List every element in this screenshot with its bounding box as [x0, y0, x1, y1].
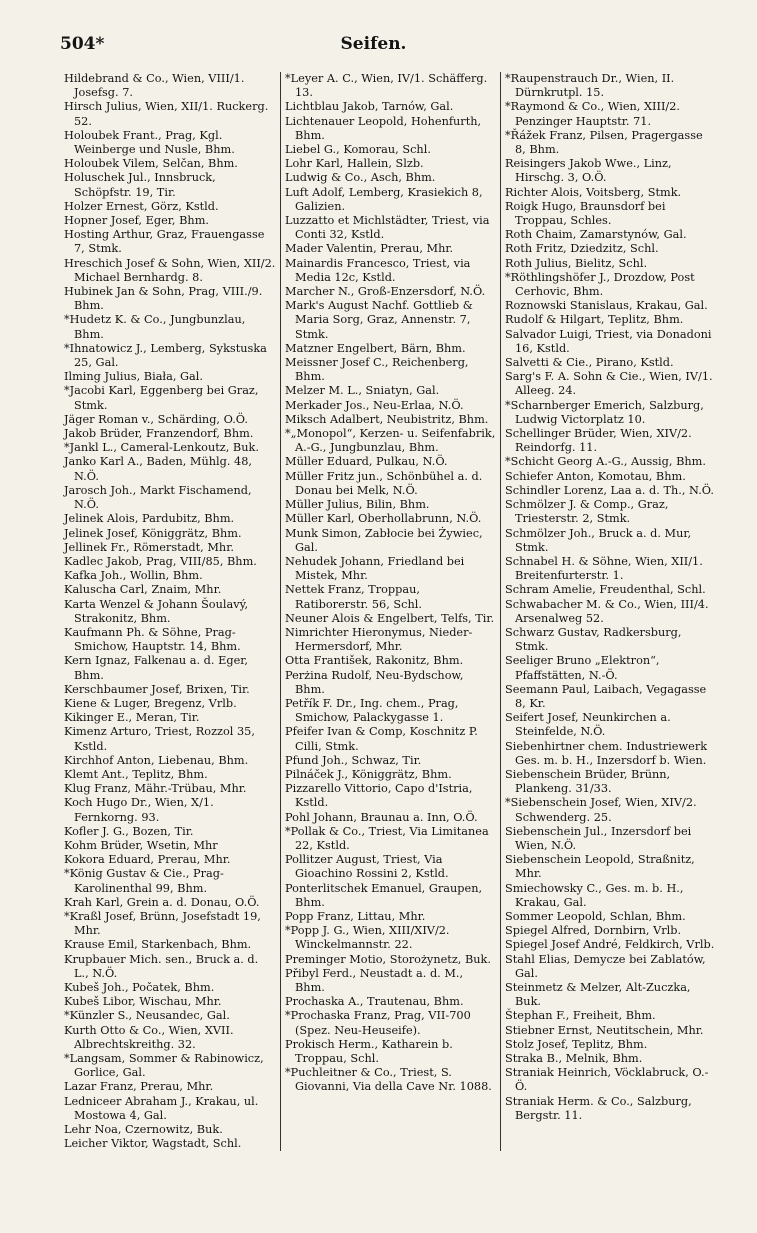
directory-entry: Hosting Arthur, Graz, Frauengasse 7, Stmk.	[64, 228, 265, 256]
directory-entry: Schiefer Anton, Komotau, Bhm.	[505, 469, 686, 483]
directory-entry: Prochaska A., Trautenau, Bhm.	[285, 995, 464, 1009]
directory-entry: Siebenschein Brüder, Brünn, Plankeng. 31/33.	[505, 767, 671, 796]
directory-entry: Salvador Luigi, Triest, via Donadoni 16, Kstld.	[505, 327, 712, 355]
directory-entry: Nettek Franz, Troppau, Ratiborerstr. 56, Schl.	[285, 583, 422, 611]
directory-entry: *Hudetz K. & Co., Jungbunzlau, Bhm.	[64, 313, 246, 341]
directory-entry: Smiechowsky C., Ges. m. b. H., Krakau, Gal.	[505, 881, 684, 909]
directory-entry: Přibyl Ferd., Neustadt a. d. M., Bhm.	[285, 966, 464, 994]
directory-entry: Mainardis Francesco, Triest, via Media 12c, Kstld.	[285, 256, 471, 284]
page-header	[60, 34, 727, 60]
directory-entry: Seeliger Bruno „Elektron“, Pfaffstätten, N.-Ö.	[505, 654, 660, 682]
directory-entry: Holzer Ernest, Görz, Kstld.	[64, 199, 219, 213]
directory-entry: Hubinek Jan & Sohn, Prag, VIII./9. Bhm.	[64, 285, 263, 313]
column-2	[280, 72, 500, 1151]
directory-entry: Kadlec Jakob, Prag, VIII/85, Bhm.	[64, 554, 257, 568]
directory-entry: Jakob Brüder, Franzendorf, Bhm.	[64, 427, 254, 441]
directory-entry: Roigk Hugo, Braunsdorf bei Troppau, Schles.	[505, 199, 666, 228]
directory-entry: Klug Franz, Mähr.-Trübau, Mhr.	[64, 782, 247, 796]
directory-columns	[60, 72, 730, 1151]
directory-entry: Müller Eduard, Pulkau, N.Ö.	[285, 455, 448, 469]
directory-entry: Marcher N., Groß-Enzersdorf, N.Ö.	[285, 285, 486, 299]
directory-entry: Stolz Josef, Teplitz, Bhm.	[505, 1037, 648, 1051]
directory-entry: Holoubek Vilem, Selčan, Bhm.	[64, 157, 238, 171]
directory-entry: Krah Karl, Grein a. d. Donau, O.Ö.	[64, 895, 260, 909]
directory-entry: *Langsam, Sommer & Rabinowicz, Gorlice, Gal.	[64, 1052, 264, 1080]
directory-entry: Neuner Alois & Engelbert, Telfs, Tir.	[285, 611, 495, 625]
directory-entry: Kafka Joh., Wollin, Bhm.	[64, 569, 203, 583]
directory-entry: Müller Julius, Bilin, Bhm.	[285, 498, 430, 512]
directory-entry: Petřík F. Dr., Ing. chem., Prag, Smichow, Palackygasse 1.	[285, 696, 459, 725]
directory-entry: Salvetti & Cie., Pirano, Kstld.	[505, 356, 674, 370]
directory-entry: Leicher Viktor, Wagstadt, Schl.	[64, 1137, 242, 1151]
directory-entry: Roth Julius, Bielitz, Schl.	[505, 256, 648, 270]
directory-entry: Schellinger Brüder, Wien, XIV/2. Reindorfg. 11.	[505, 427, 692, 455]
page-number: 504*	[60, 34, 105, 54]
directory-entry: Hildebrand & Co., Wien, VIII/1. Josefsg. 7.	[64, 72, 245, 100]
directory-entry: Koch Hugo Dr., Wien, X/1. Fernkorng. 93.	[64, 796, 214, 824]
directory-entry: Hirsch Julius, Wien, XII/1. Ruckerg. 52.	[64, 100, 269, 128]
directory-entry: Kaufmann Ph. & Söhne, Prag-Smichow, Hauptstr. 14, Bhm.	[64, 625, 241, 654]
directory-entry: Ilming Julius, Biała, Gal.	[64, 370, 203, 384]
directory-entry: Lichtblau Jakob, Tarnów, Gal.	[285, 100, 454, 114]
directory-entry: *Popp J. G., Wien, XIII/XIV/2. Winckelmannstr. 22.	[285, 924, 450, 952]
directory-entry: Schmölzer Joh., Bruck a. d. Mur, Stmk.	[505, 526, 692, 554]
directory-entry: Nehudek Johann, Friedland bei Mistek, Mhr.	[285, 554, 465, 583]
directory-entry: Munk Simon, Zabłocie bei Żywiec, Gal.	[285, 526, 483, 554]
directory-entry: Holoubek Frant., Prag, Kgl. Weinberge und Nusle, Bhm.	[64, 128, 235, 157]
directory-entry: Lazar Franz, Prerau, Mhr.	[64, 1080, 214, 1094]
directory-entry: Rudolf & Hilgart, Teplitz, Bhm.	[505, 313, 684, 327]
directory-entry: Schwabacher M. & Co., Wien, III/4. Arsenalweg 52.	[505, 597, 709, 625]
directory-entry: Müller Karl, Oberhollabrunn, N.Ö.	[285, 512, 482, 526]
directory-entry: *Scharnberger Emerich, Salzburg, Ludwig Victorplatz 10.	[505, 398, 704, 426]
directory-entry: Pilnáček J., Königgrätz, Bhm.	[285, 767, 452, 781]
directory-entry: Pfund Joh., Schwaz, Tir.	[285, 753, 422, 767]
directory-entry: Klemt Ant., Teplitz, Bhm.	[64, 767, 208, 781]
column-3	[500, 72, 720, 1151]
directory-entry: Hopner Josef, Eger, Bhm.	[64, 214, 209, 228]
directory-entry: Lehr Noa, Czernowitz, Buk.	[64, 1123, 223, 1137]
directory-entry: Schindler Lorenz, Laa a. d. Th., N.Ö.	[505, 483, 714, 497]
directory-entry: Spiegel Alfred, Dornbirn, Vrlb.	[505, 924, 682, 938]
directory-entry: Müller Fritz jun., Schönbühel a. d. Donau bei Melk, N.Ö.	[285, 469, 483, 497]
directory-entry: Krupbauer Mich. sen., Bruck a. d. L., N.Ö.	[64, 952, 259, 980]
directory-entry: Jäger Roman v., Schärding, O.Ö.	[64, 412, 248, 426]
directory-entry: Siebenschein Leopold, Straßnitz, Mhr.	[505, 853, 695, 881]
directory-entry: Straniak Heinrich, Vöcklabruck, O.-Ö.	[505, 1066, 709, 1094]
directory-entry: Sarg's F. A. Sohn & Cie., Wien, IV/1. Alleeg. 24.	[505, 370, 713, 398]
directory-entry: Miksch Adalbert, Neubistritz, Bhm.	[285, 412, 489, 426]
directory-entry: *Puchleitner & Co., Triest, S. Giovanni, Via della Cave Nr. 1088.	[285, 1066, 492, 1094]
directory-entry: Prokisch Herm., Katharein b. Troppau, Schl.	[285, 1037, 453, 1066]
directory-entry: *Prochaska Franz, Prag, VII-700 (Spez. Neu-Heuseife).	[285, 1009, 471, 1037]
directory-entry: Spiegel Josef André, Feldkirch, Vrlb.	[505, 938, 715, 952]
directory-entry: *Raupenstrauch Dr., Wien, II. Dürnkrutpl. 15.	[505, 72, 675, 100]
directory-entry: Kubeš Joh., Počatek, Bhm.	[64, 981, 215, 994]
directory-entry: *Pollak & Co., Triest, Via Limitanea 22, Kstld.	[285, 824, 489, 852]
directory-entry: *Röthlingshöfer J., Drozdow, Post Cerhovic, Bhm.	[505, 270, 695, 299]
directory-entry: Seifert Josef, Neunkirchen a. Steinfelde, N.Ö.	[505, 711, 671, 739]
directory-entry: Liebel G., Komorau, Schl.	[285, 143, 431, 157]
directory-entry: Nimrichter Hieronymus, Nieder-Hermersdorf, Mhr.	[285, 625, 473, 654]
directory-entry: *Schicht Georg A.-G., Aussig, Bhm.	[505, 455, 706, 469]
directory-entry: Jelinek Josef, Königgrätz, Bhm.	[64, 526, 242, 540]
directory-entry: Straniak Herm. & Co., Salzburg, Bergstr. 11.	[505, 1094, 692, 1122]
directory-entry: *Jacobi Karl, Eggenberg bei Graz, Stmk.	[64, 384, 259, 412]
directory-entry: Schmölzer J. & Comp., Graz, Triesterstr. 2, Stmk.	[505, 498, 669, 526]
directory-entry: Stiebner Ernst, Neutitschein, Mhr.	[505, 1023, 704, 1037]
directory-entry: *Řážek Franz, Pilsen, Pragergasse 8, Bhm.	[505, 128, 703, 157]
directory-entry: *Leyer A. C., Wien, IV/1. Schäfferg. 13.	[285, 72, 488, 100]
directory-entry: *Künzler S., Neusandec, Gal.	[64, 1009, 230, 1023]
directory-entry: Kokora Eduard, Prerau, Mhr.	[64, 853, 231, 867]
directory-entry: Jelinek Alois, Pardubitz, Bhm.	[64, 512, 235, 526]
directory-entry: Lichtenauer Leopold, Hohenfurth, Bhm.	[285, 114, 482, 142]
directory-entry: Preminger Motio, Storożynetz, Buk.	[285, 952, 491, 966]
directory-entry: Kohm Brüder, Wsetin, Mhr	[64, 838, 218, 852]
directory-entry: Schram Amelie, Freudenthal, Schl.	[505, 583, 706, 597]
directory-entry: Kalusch​a Carl, Znaim, Mhr.	[64, 583, 222, 597]
directory-entry: Kikinger E., Meran, Tir.	[64, 711, 200, 725]
directory-entry: Karta Wenzel & Johann Šoulavý, Strakonitz, Bhm.	[64, 597, 249, 625]
directory-entry: Perżina Rudolf, Neu-Bydschow, Bhm.	[285, 668, 464, 696]
directory-entry: Seemann Paul, Laibach, Vegagasse 8, Kr.	[505, 682, 707, 710]
directory-entry: Reisingers Jakob Wwe., Linz, Hirschg. 3, O.Ö.	[505, 157, 672, 185]
directory-entry: Janko Karl A., Baden, Mühlg. 48, N.Ö.	[64, 455, 253, 483]
directory-entry: Schnabel H. & Söhne, Wien, XII/1. Breitenfurterstr. 1.	[505, 554, 703, 583]
directory-entry: Ponterlitschek Emanuel, Graupen, Bhm.	[285, 881, 483, 909]
directory-entry: Kern Ignaz, Falkenau a. d. Eger, Bhm.	[64, 654, 248, 682]
directory-entry: Mark's August Nachf. Gottlieb & Maria Sorg, Graz, Annenstr. 7, Stmk.	[285, 299, 473, 341]
directory-entry: Steinmetz & Melzer, Alt-Zuczka, Buk.	[505, 981, 691, 1009]
directory-entry: Pfeifer Ivan & Comp, Koschnitz P. Cilli, Stmk.	[285, 725, 478, 753]
directory-entry: Pollitzer August, Triest, Via Gioachino Rossini 2, Kstld.	[285, 853, 449, 881]
directory-entry: Melzer M. L., Sniatyn, Gal.	[285, 384, 440, 398]
directory-entry: Kimenz Arturo, Triest, Rozzol 35, Kstld.	[64, 725, 255, 753]
directory-entry: Štephan F., Freiheit, Bhm.	[505, 1009, 656, 1023]
directory-entry: Pizzarello Vittorio, Capo d'Istria, Kstld.	[285, 782, 473, 810]
directory-entry: Kofler J. G., Bozen, Tir.	[64, 824, 194, 838]
directory-entry: *Ihnatowicz J., Lemberg, Sykstuska 25, Gal.	[64, 341, 267, 370]
directory-entry: Meissner Josef C., Reichenberg, Bhm.	[285, 356, 469, 384]
directory-entry: *Kraßl Josef, Brünn, Josefstadt 19, Mhr.	[64, 909, 261, 938]
directory-entry: Straka B., Melnik, Bhm.	[505, 1052, 643, 1066]
column-1	[60, 72, 280, 1151]
directory-entry: Kubeš Libor, Wischau, Mhr.	[64, 995, 222, 1009]
directory-entry: Kirchhof Anton, Liebenau, Bhm.	[64, 753, 249, 767]
directory-entry: Kerschbaumer Josef, Brixen, Tir.	[64, 682, 250, 696]
directory-entry: Lohr Karl, Hallein, Slzb.	[285, 157, 424, 171]
directory-entry: Matzner Engelbert, Bärn, Bhm.	[285, 341, 466, 355]
directory-entry: Jarosch Joh., Markt Fischamend, N.Ö.	[64, 483, 252, 512]
directory-entry: *„Monopol“, Kerzen- u. Seifenfabrik, A.-G., Jungbunzlau, Bhm.	[285, 427, 496, 455]
directory-entry: Jellinek Fr., Römerstadt, Mhr.	[64, 540, 234, 554]
page-title: Seifen.	[340, 34, 407, 54]
directory-entry: Holuschek Jul., Innsbruck, Schöpfstr. 19, Tir.	[64, 171, 216, 199]
directory-entry: Siebenschein Jul., Inzersdorf bei Wien, N.Ö.	[505, 824, 692, 852]
directory-entry: Ludwig & Co., Asch, Bhm.	[285, 171, 436, 185]
directory-entry: Krause Emil, Starkenbach, Bhm.	[64, 938, 252, 952]
directory-entry: Ledniceer Abraham J., Krakau, ul. Mostowa 4, Gal.	[64, 1094, 259, 1122]
directory-entry: Mader Valentin, Prerau, Mhr.	[285, 242, 454, 256]
directory-entry: Richter Alois, Voitsberg, Stmk.	[505, 185, 682, 199]
directory-entry: Kiene & Luger, Bregenz, Vrlb.	[64, 696, 237, 710]
directory-entry: Siebenhirtner chem. Industriewerk Ges. m. b. H., Inzersdorf b. Wien.	[505, 739, 708, 767]
directory-entry: Merkader Jos., Neu-Erlaa, N.Ö.	[285, 398, 464, 412]
directory-entry: Hreschich Josef & Sohn, Wien, XII/2. Michael Bernhardg. 8.	[64, 256, 276, 284]
directory-entry: *Raymond & Co., Wien, XIII/2. Penzinger Hauptstr. 71.	[505, 100, 680, 128]
directory-entry: *Siebenschein Josef, Wien, XIV/2. Schwenderg. 25.	[505, 796, 697, 824]
directory-entry: Kurth Otto & Co., Wien, XVII. Albrechtskreithg. 32.	[64, 1023, 234, 1051]
directory-entry: *Jankl L., Cameral-Lenkoutz, Buk.	[64, 441, 259, 455]
directory-entry: Popp Franz, Littau, Mhr.	[285, 909, 426, 923]
directory-entry: Roth Fritz, Dziedzitz, Schl.	[505, 242, 659, 256]
directory-entry: *König Gustav & Cie., Prag-Karolinenthal 99, Bhm.	[64, 867, 224, 895]
directory-entry: Roznowski Stanislaus, Krakau, Gal.	[505, 299, 708, 313]
directory-entry: Luzzatto et Michlstädter, Triest, via Conti 32, Kstld.	[285, 214, 490, 242]
directory-entry: Otta František, Rakonitz, Bhm.	[285, 654, 464, 668]
directory-entry: Stahl Elias, Demycze bei Zablatów, Gal.	[505, 952, 706, 980]
directory-entry: Schwarz Gustav, Radkersburg, Stmk.	[505, 625, 682, 654]
directory-entry: Sommer Leopold, Schlan, Bhm.	[505, 909, 686, 923]
directory-entry: Roth Chaim, Zamarstynów, Gal.	[505, 228, 687, 242]
directory-entry: Pohl Johann, Braunau a. Inn, O.Ö.	[285, 810, 478, 824]
directory-entry: Luft Adolf, Lemberg, Krasiekich 8, Galizien.	[285, 185, 483, 213]
